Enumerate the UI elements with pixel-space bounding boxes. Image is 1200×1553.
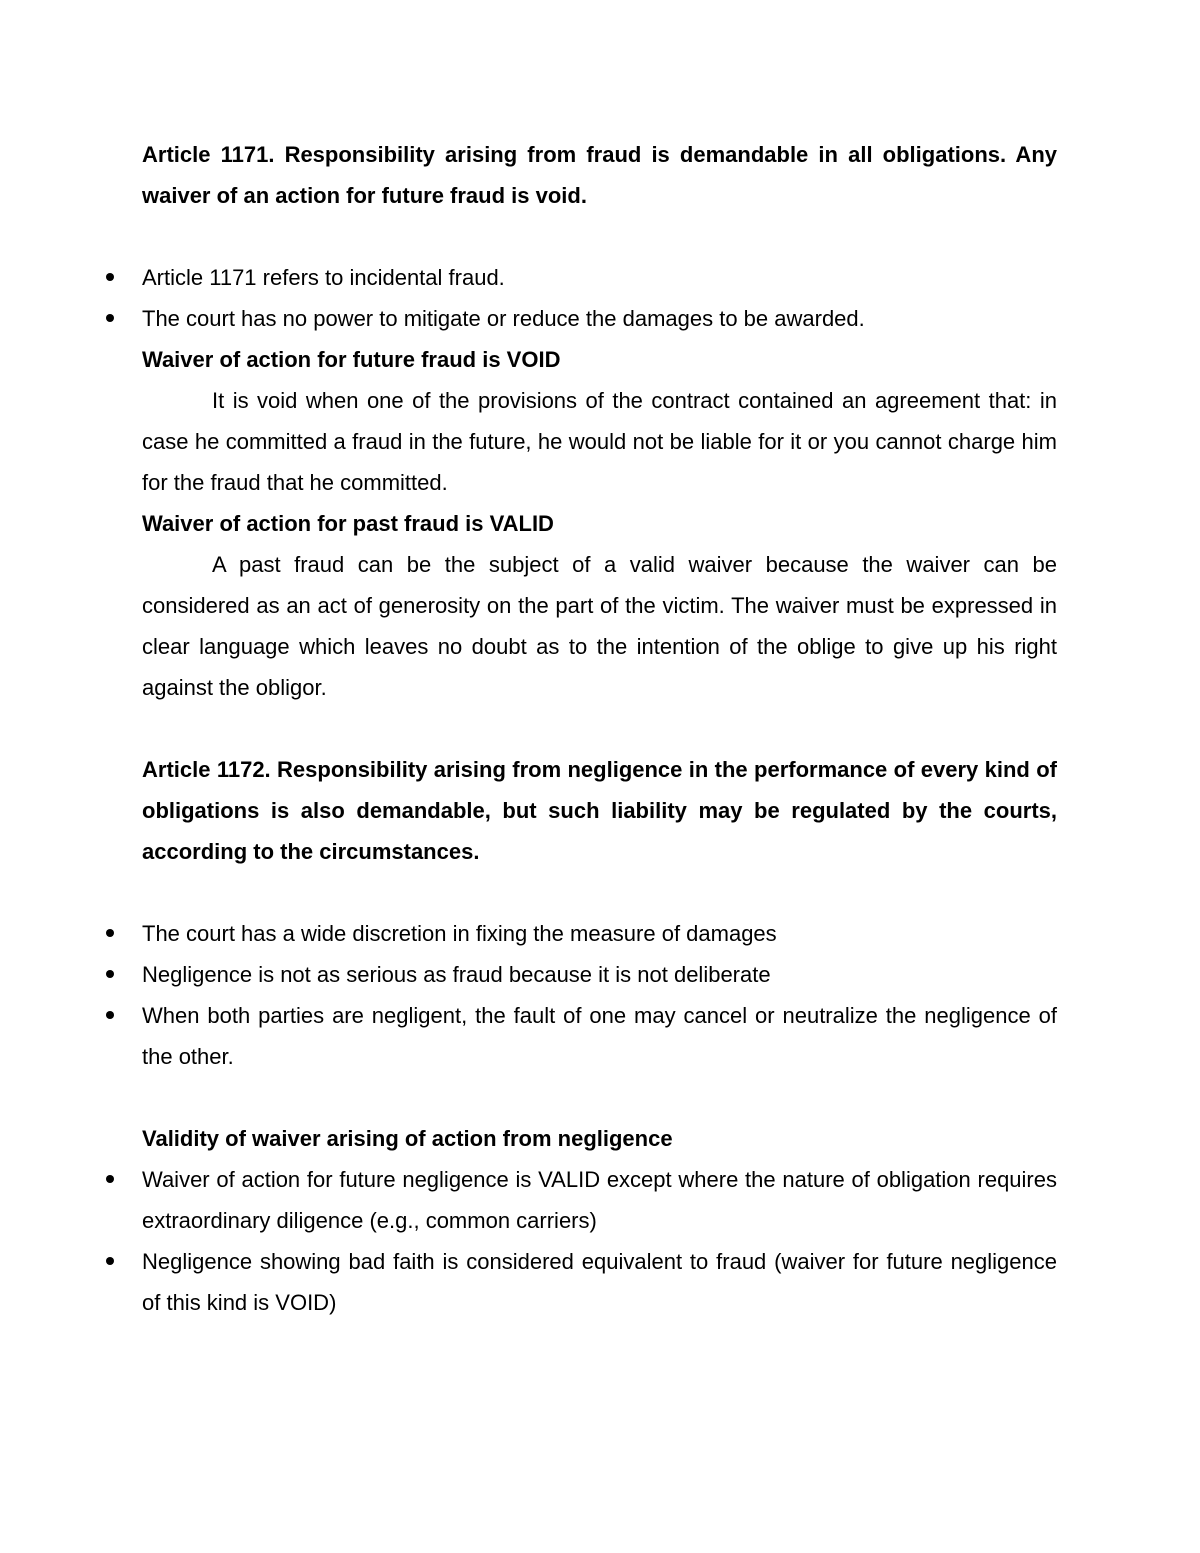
article-1172-bullet-list [142, 913, 1057, 1077]
list-item: The court has no power to mitigate or reduce the damages to be awarded. [142, 298, 1057, 339]
list-item: The court has a wide discretion in fixing the measure of damages [142, 913, 1057, 954]
list-item: Waiver of action for future negligence is VALID except where the nature of obligation requires extraordinary diligence (e.g., common carriers) [142, 1159, 1057, 1241]
list-item: Article 1171 refers to incidental fraud. [142, 257, 1057, 298]
list-item: When both parties are negligent, the fault of one may cancel or neutralize the negligence of the other. [142, 995, 1057, 1077]
negligence-waiver-bullet-list [142, 1159, 1057, 1323]
spacer [142, 1077, 1057, 1118]
spacer [142, 216, 1057, 257]
document-body [142, 134, 1057, 1323]
past-fraud-subheading: Waiver of action for past fraud is VALID [142, 511, 554, 536]
article-1171-bullet-list [142, 257, 1057, 339]
list-item: Negligence is not as serious as fraud because it is not deliberate [142, 954, 1057, 995]
article-1172-heading: Article 1172. Responsibility arising from negligence in the performance of every kind of obligations is also demandable, but such liability may be regulated by the courts, according to the circumstances. [142, 757, 1057, 864]
spacer [142, 708, 1057, 749]
future-fraud-paragraph: It is void when one of the provisions of the contract contained an agreement that: in case he committed a fraud in the future, he would not be liable for it or you cannot charge him for the fraud that he committed. [142, 388, 1057, 495]
negligence-waiver-subheading: Validity of waiver arising of action from negligence [142, 1126, 673, 1151]
article-1171-heading: Article 1171. Responsibility arising from fraud is demandable in all obligations. Any waiver of an action for future fraud is void. [142, 142, 1057, 208]
future-fraud-subheading: Waiver of action for future fraud is VOID [142, 347, 561, 372]
past-fraud-paragraph: A past fraud can be the subject of a valid waiver because the waiver can be considered as an act of generosity on the part of the victim. The waiver must be expressed in clear language which leaves no doubt as to the intention of the oblige to give up his right against the obligor. [142, 552, 1057, 700]
spacer [142, 872, 1057, 913]
list-item: Negligence showing bad faith is considered equivalent to fraud (waiver for future negligence of this kind is VOID) [142, 1241, 1057, 1323]
